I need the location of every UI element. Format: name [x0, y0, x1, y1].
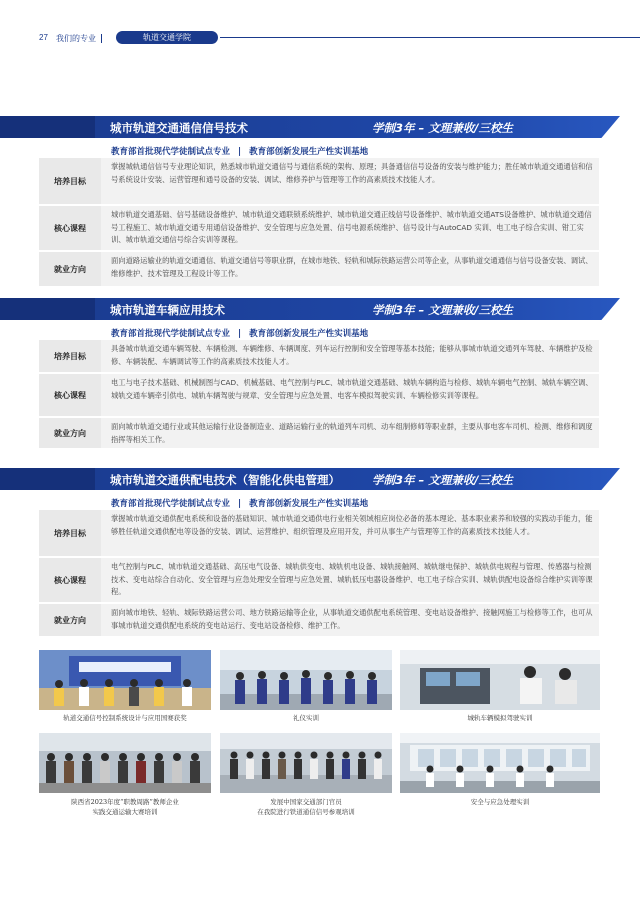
row-goal — [39, 340, 599, 372]
row-label: 就业方向 — [39, 604, 101, 636]
department-pill: 轨道交通学院 — [116, 31, 218, 44]
program-duration: 学制3年 – 文理兼收/三校生 — [372, 473, 513, 487]
row-career — [39, 604, 599, 636]
row-text: 掌握城轨通信信号专业理论知识，熟悉城市轨道交通信号与通信系统的架构、原理；具备通信信号设备的安装与维护能力；胜任城市轨道交通通信和信号系统设计安装、运营管理和通号设备的安装、调试、维修养护与管理等工作的高素质技术技能人才。 — [111, 162, 593, 184]
header-divider — [101, 34, 102, 43]
tag-separator: | — [238, 329, 242, 339]
row-text: 城市轨道交通基础、信号基础设备维护、城市轨道交通联锁系统维护、城市轨道交通正线信号设备维护、城市轨道交通ATS设备维护、城市轨道交通信号工程施工、城市轨道交通专用通信设备维护、安全管理与应急处置、信号电源系统维护、信号设计与AutoCAD 实训、电工电子综合实训、钳工实训、城市轨道交通信号综合实训等课程。 — [111, 210, 592, 244]
row-label: 核心课程 — [39, 558, 101, 602]
row-label: 就业方向 — [39, 252, 101, 286]
title-bar-decoration — [0, 468, 95, 490]
row-label: 培养目标 — [39, 158, 101, 204]
row-courses — [39, 374, 599, 416]
tag-training-base: 教育部创新发展生产性实训基地 — [249, 499, 369, 509]
photo-caption: 发展中国家交通部门官员 在我院进行铁道通信信号参观培训 — [257, 798, 355, 816]
row-text: 面向城市轨道交通行业或其他运输行业设备制造业、道路运输行业的轨道列车司机、动车组制修师等职业群，主要从事电客车司机、检测、维修和调度指挥等相关工作。 — [111, 422, 593, 444]
row-label: 培养目标 — [39, 510, 101, 556]
photo-driving-simulator — [400, 650, 600, 710]
tag-training-base: 教育部创新发展生产性实训基地 — [249, 329, 369, 339]
tag-apprenticeship: 教育部首批现代学徒制试点专业 — [111, 329, 231, 339]
program-title-bar — [0, 298, 620, 320]
photo-caption: 城轨车辆模拟驾驶实训 — [467, 714, 533, 722]
program-title: 城市轨道车辆应用技术 — [110, 303, 225, 317]
photo-etiquette-training — [220, 650, 392, 710]
row-label: 核心课程 — [39, 206, 101, 250]
row-label: 就业方向 — [39, 418, 101, 448]
section-name: 我们的专业 — [56, 34, 96, 43]
tag-apprenticeship: 教育部首批现代学徒制试点专业 — [111, 147, 231, 157]
program-duration: 学制3年 – 文理兼收/三校生 — [372, 121, 513, 135]
page-header — [0, 33, 640, 47]
tag-separator: | — [238, 147, 242, 157]
row-text: 电工与电子技术基础、机械制图与CAD、机械基础、电气控制与PLC、城市轨道交通基础、城轨车辆构造与检修、城轨车辆电气控制、城轨车辆空调、城轨交通车辆牵引供电、城轨车辆驾驶与规章、安全管理与应急处置、电客车模拟驾驶实训、车辆检修实训等课程。 — [111, 378, 593, 400]
title-bar-decoration — [0, 298, 95, 320]
program-tags — [111, 145, 368, 157]
program-block — [0, 298, 640, 448]
program-block — [0, 116, 640, 286]
photo-caption: 轨道交通信号控制系统设计与应用国赛获奖 — [63, 714, 187, 722]
title-bar-decoration — [0, 116, 95, 138]
row-text: 掌握城市轨道交通供配电系统和设备的基础知识、城市轨道交通供电行业相关领域相应岗位必备的基本理论、基本职业素养和较强的实践动手能力，能够胜任轨道交通供配电等设备的安装、调试、运营维护、组织管理及应用开发，并可从事生产与管理等工作的高素质技术技能人才。 — [111, 514, 593, 536]
photo-safety-training — [400, 733, 600, 793]
tag-apprenticeship: 教育部首批现代学徒制试点专业 — [111, 499, 231, 509]
program-title: 城市轨道交通供配电技术（智能化供电管理） — [110, 473, 340, 487]
row-text: 具备城市轨道交通车辆驾驶、车辆检测、车辆维修、车辆调度、列车运行控制和安全管理等基本技能；能够从事城市轨道交通列车驾驶、车辆维护及检修、车辆装配、车辆调试等工作的高素质技术技能人才。 — [111, 344, 593, 366]
row-text: 面向城市地铁、轻轨、城际铁路运营公司、地方铁路运输等企业，从事轨道交通供配电系统管理、变电站设备维护、接触网施工与检修等工作，也可从事城市轨道交通供配电系统的变电站运行、变电站设备检修、维护工作。 — [111, 608, 593, 630]
program-title-bar — [0, 116, 620, 138]
photo-teacher-training — [39, 733, 211, 793]
row-label: 核心课程 — [39, 374, 101, 416]
program-title: 城市轨道交通通信信号技术 — [110, 121, 248, 135]
tag-separator: | — [238, 499, 242, 509]
header-rule — [220, 37, 640, 38]
program-tags — [111, 327, 368, 339]
photo-officials-visit — [220, 733, 392, 793]
row-career — [39, 418, 599, 448]
row-courses — [39, 206, 599, 250]
row-goal — [39, 510, 599, 556]
program-tags — [111, 497, 368, 509]
photo-caption: 陕西省2023年度“职教周路”教师企业 实践交通运输大赛培训 — [71, 798, 179, 816]
row-career — [39, 252, 599, 286]
photo-caption: 礼仪实训 — [293, 714, 319, 722]
row-text: 面向道路运输业的轨道交通通信、轨道交通信号等职业群，在城市地铁、轻轨和城际铁路运营公司等企业，从事轨道交通通信与信号设备安装、调试、维修维护、技术管理及工程设计等工作。 — [111, 256, 593, 278]
photo-caption: 安全与应急处理实训 — [470, 798, 530, 806]
row-label: 培养目标 — [39, 340, 101, 372]
row-courses — [39, 558, 599, 602]
program-duration: 学制3年 – 文理兼收/三校生 — [372, 303, 513, 317]
tag-training-base: 教育部创新发展生产性实训基地 — [249, 147, 369, 157]
page-number: 27 — [39, 33, 48, 42]
photo-award-ceremony — [39, 650, 211, 710]
row-text: 电气控制与PLC、城市轨道交通基础、高压电气设备、城轨供变电、城轨机电设备、城轨接触网、城轨继电保护、城轨供电规程与管理、传感器与检测技术、变电站综合自动化、安全管理与应急处理安全管理与应急处置、城轨低压电器设备维护、电工电子综合实训、城轨供配电设备综合维护实训等课程。 — [111, 562, 593, 596]
row-goal — [39, 158, 599, 204]
program-block — [0, 468, 640, 638]
